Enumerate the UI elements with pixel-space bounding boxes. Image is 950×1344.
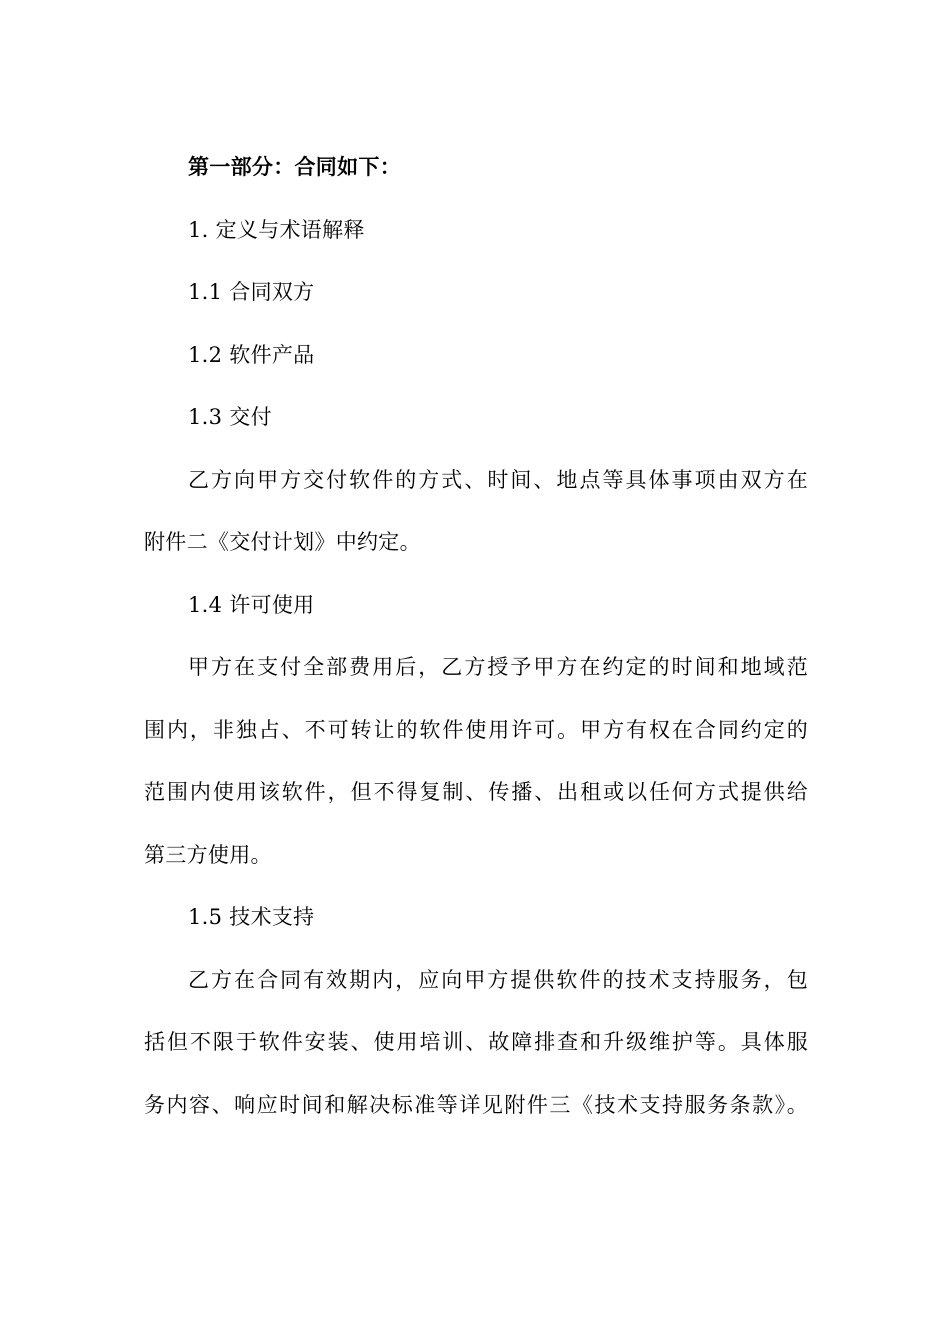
paragraph-delivery-line: 附件二《交付计划》中约定。 [144,530,421,554]
item-tech-support: 1.5 技术支持 [188,905,315,929]
section-title: 第一部分：合同如下： [188,154,401,179]
paragraph-support-line: 务内容、响应时间和解决标准等详见附件三《技术支持服务条款》。 [144,1092,808,1117]
paragraph-support-line: 括但不限于软件安装、使用培训、故障排查和升级维护等。具体服 [144,1030,808,1054]
item-delivery: 1.3 交付 [188,405,272,429]
item-contract-parties: 1.1 合同双方 [188,280,315,304]
paragraph-license-line: 范围内使用该软件，但不得复制、传播、出租或以任何方式提供给 [144,780,808,804]
paragraph-delivery-line: 乙方向甲方交付软件的方式、时间、地点等具体事项由双方在 [188,467,808,492]
document-body [144,136,808,1136]
item-software-product: 1.2 软件产品 [188,342,315,367]
heading-definitions: 1. 定义与术语解释 [188,217,365,242]
paragraph-support-line: 乙方在合同有效期内，应向甲方提供软件的技术支持服务，包 [188,967,808,992]
paragraph-license-line: 围内，非独占、不可转让的软件使用许可。甲方有权在合同约定的 [144,717,808,742]
paragraph-license-line: 第三方使用。 [144,842,272,867]
item-license: 1.4 许可使用 [188,592,315,617]
paragraph-license-line: 甲方在支付全部费用后，乙方授予甲方在约定的时间和地域范 [188,655,808,679]
